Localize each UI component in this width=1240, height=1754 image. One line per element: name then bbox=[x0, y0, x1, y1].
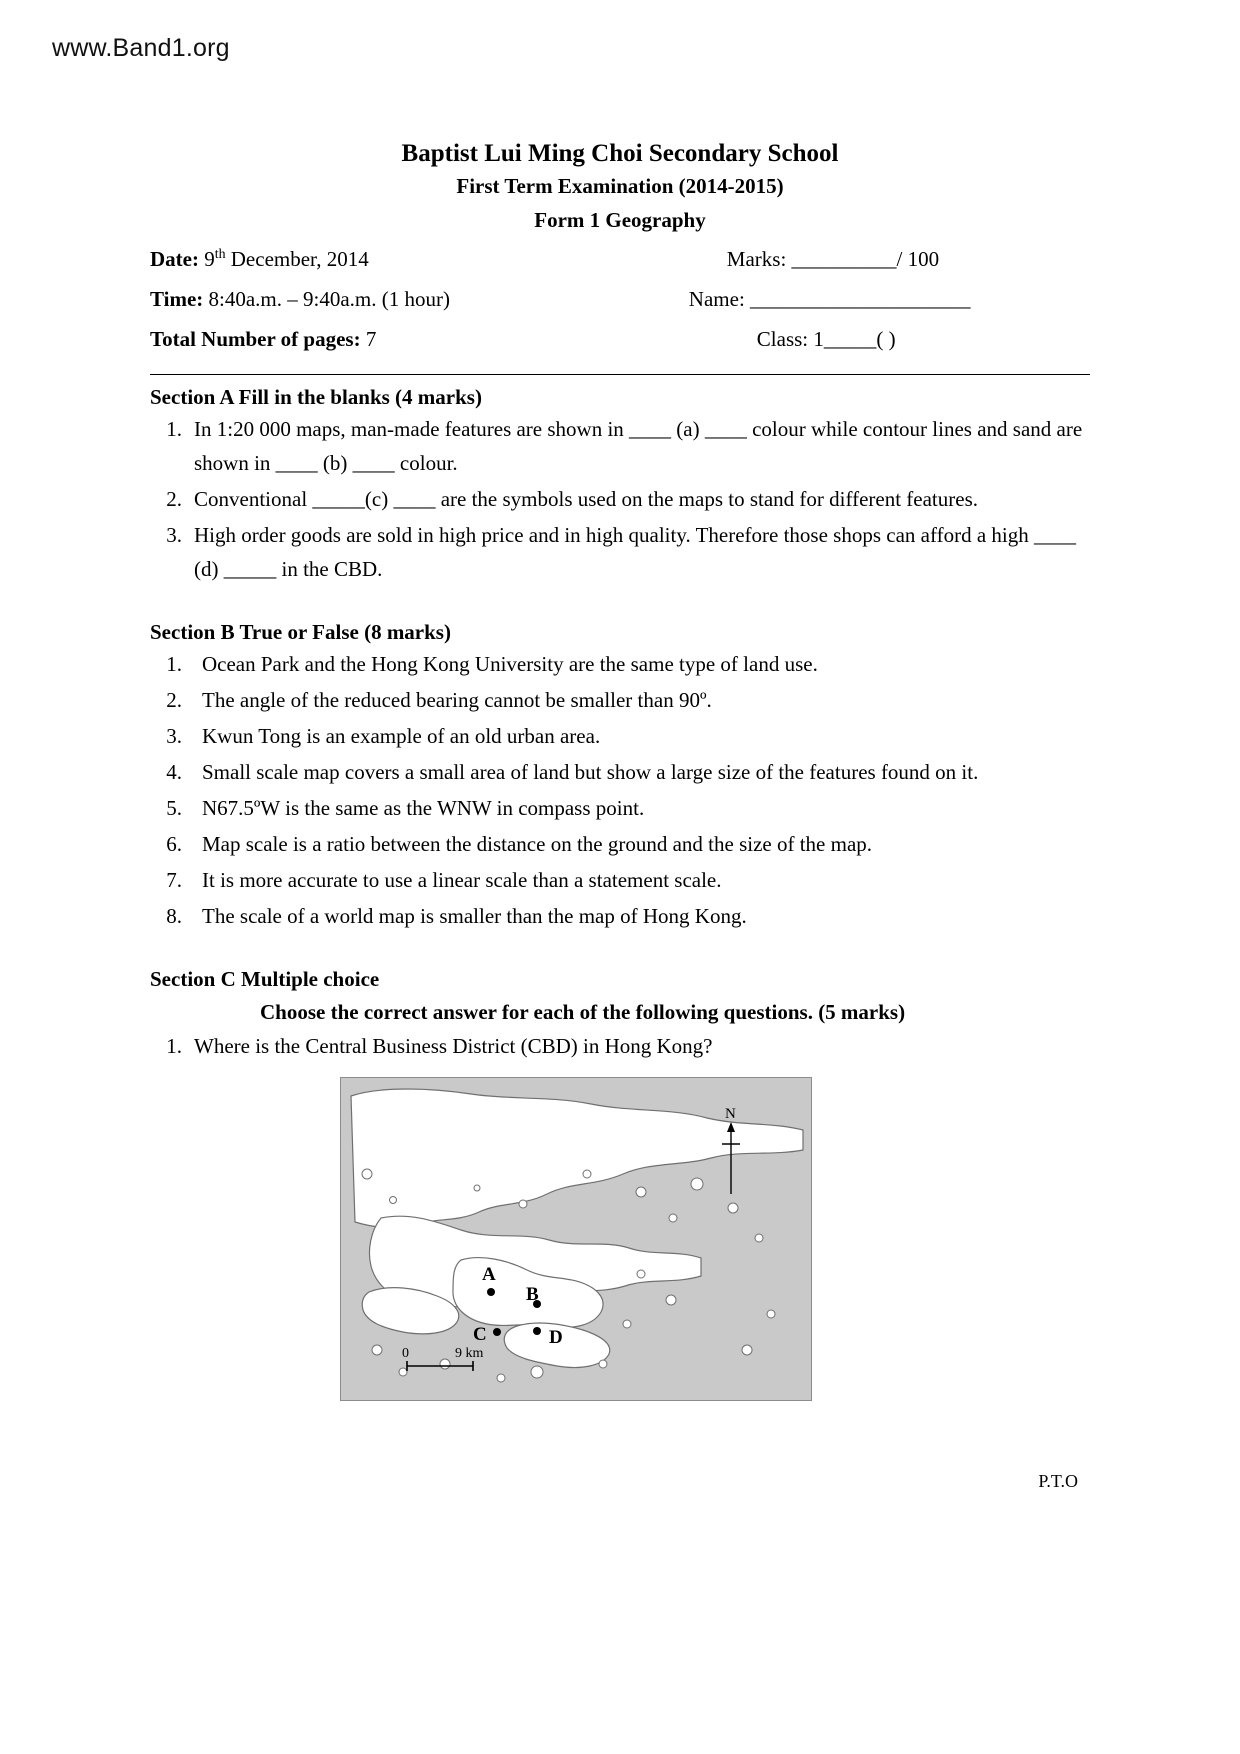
date-value-pre: 9 bbox=[204, 247, 215, 272]
date-label: Date: bbox=[150, 247, 199, 272]
list-item bbox=[150, 647, 1090, 681]
name-label: Name: bbox=[688, 286, 745, 311]
question-text: Map scale is a ratio between the distance on the ground and the size of the map. bbox=[202, 831, 873, 856]
meta-row-pages bbox=[150, 320, 1090, 360]
list-item bbox=[150, 412, 1090, 480]
pages-value: 7 bbox=[365, 326, 377, 351]
svg-text:N: N bbox=[725, 1105, 736, 1122]
list-item bbox=[150, 755, 1090, 789]
list-item bbox=[150, 1029, 1090, 1063]
question-text: It is more accurate to use a linear scale than a statement scale. bbox=[202, 867, 722, 892]
marks-value: __________/ 100 bbox=[791, 247, 940, 272]
hong-kong-map bbox=[340, 1077, 812, 1401]
exam-name: First Term Examination (2014-2015) bbox=[456, 173, 784, 198]
question-number: 1. bbox=[166, 416, 182, 441]
date-value-post: December, 2014 bbox=[225, 247, 369, 272]
question-number: 1. bbox=[166, 1033, 182, 1058]
list-item bbox=[150, 482, 1090, 516]
section-b-questions bbox=[150, 647, 1090, 933]
question-number: 3. bbox=[166, 723, 182, 748]
school-name: Baptist Lui Ming Choi Secondary School bbox=[401, 140, 839, 167]
question-number: 2. bbox=[166, 687, 182, 712]
time-value: 8:40a.m. – 9:40a.m. (1 hour) bbox=[208, 286, 450, 311]
question-text: Conventional _____(c) ____ are the symbols used on the maps to stand for different features. bbox=[194, 486, 979, 511]
document-body bbox=[150, 63, 1090, 1492]
section-a-questions bbox=[150, 412, 1090, 586]
pages-label: Total Number of pages: bbox=[150, 326, 361, 351]
time-label: Time: bbox=[150, 286, 204, 311]
question-text: Where is the Central Business District (CBD) in Hong Kong? bbox=[194, 1033, 713, 1058]
section-c-heading: Section C Multiple choice bbox=[150, 966, 380, 991]
site-watermark: www.Band1.org bbox=[52, 34, 230, 62]
svg-text:9 km: 9 km bbox=[455, 1345, 484, 1361]
date-field bbox=[150, 240, 639, 280]
name-field bbox=[639, 280, 1090, 320]
svg-text:B: B bbox=[526, 1283, 539, 1305]
form-subject: Form 1 Geography bbox=[534, 208, 706, 233]
question-number: 6. bbox=[166, 831, 182, 856]
list-item bbox=[150, 827, 1090, 861]
svg-text:0: 0 bbox=[402, 1345, 409, 1361]
list-item bbox=[150, 899, 1090, 933]
class-field bbox=[639, 320, 1090, 360]
marks-field bbox=[639, 240, 1090, 280]
class-value: 1_____( ) bbox=[813, 326, 896, 351]
svg-text:C: C bbox=[473, 1323, 487, 1345]
list-item bbox=[150, 863, 1090, 897]
svg-text:A: A bbox=[482, 1263, 496, 1285]
question-text: High order goods are sold in high price and in high quality. Therefore those shops can afford a high ____ (d) _____ in the CBD. bbox=[194, 522, 1076, 581]
question-number: 5. bbox=[166, 795, 182, 820]
section-c-questions bbox=[150, 1029, 1090, 1063]
section-a-heading: Section A Fill in the blanks (4 marks) bbox=[150, 384, 482, 409]
list-item bbox=[150, 683, 1090, 717]
marks-label: Marks: bbox=[726, 247, 787, 272]
question-text: Ocean Park and the Hong Kong University are the same type of land use. bbox=[202, 651, 818, 676]
page-turn-note: P.T.O bbox=[1038, 1470, 1078, 1491]
svg-text:D: D bbox=[549, 1326, 563, 1348]
question-text: Small scale map covers a small area of land but show a large size of the features found on it. bbox=[202, 759, 979, 784]
document-header bbox=[150, 137, 1090, 240]
question-text: In 1:20 000 maps, man-made features are shown in ____ (a) ____ colour while contour lines and sand are shown in ____ (b) ____ colour. bbox=[194, 416, 1083, 475]
time-field bbox=[150, 280, 639, 320]
hong-kong-map-figure bbox=[340, 1077, 1090, 1401]
pages-field bbox=[150, 320, 639, 360]
meta-row-time bbox=[150, 280, 1090, 320]
question-number: 7. bbox=[166, 867, 182, 892]
date-value-ordinal: th bbox=[214, 246, 226, 262]
list-item bbox=[150, 518, 1090, 586]
map-graphic bbox=[341, 1078, 811, 1400]
question-number: 2. bbox=[166, 486, 182, 511]
question-text: Kwun Tong is an example of an old urban area. bbox=[202, 723, 601, 748]
class-label: Class: bbox=[756, 326, 809, 351]
meta-row-date bbox=[150, 240, 1090, 280]
question-text: N67.5ºW is the same as the WNW in compass point. bbox=[202, 795, 645, 820]
question-number: 8. bbox=[166, 903, 182, 928]
section-c-instruction: Choose the correct answer for each of the following questions. (5 marks) bbox=[260, 999, 906, 1024]
question-number: 3. bbox=[166, 522, 182, 547]
name-value: _____________________ bbox=[750, 286, 971, 311]
question-text: The angle of the reduced bearing cannot be smaller than 90º. bbox=[202, 687, 712, 712]
section-b-heading: Section B True or False (8 marks) bbox=[150, 619, 451, 644]
question-number: 1. bbox=[166, 651, 182, 676]
list-item bbox=[150, 791, 1090, 825]
question-number: 4. bbox=[166, 759, 182, 784]
list-item bbox=[150, 719, 1090, 753]
question-text: The scale of a world map is smaller than the map of Hong Kong. bbox=[202, 903, 747, 928]
header-divider bbox=[150, 374, 1090, 375]
